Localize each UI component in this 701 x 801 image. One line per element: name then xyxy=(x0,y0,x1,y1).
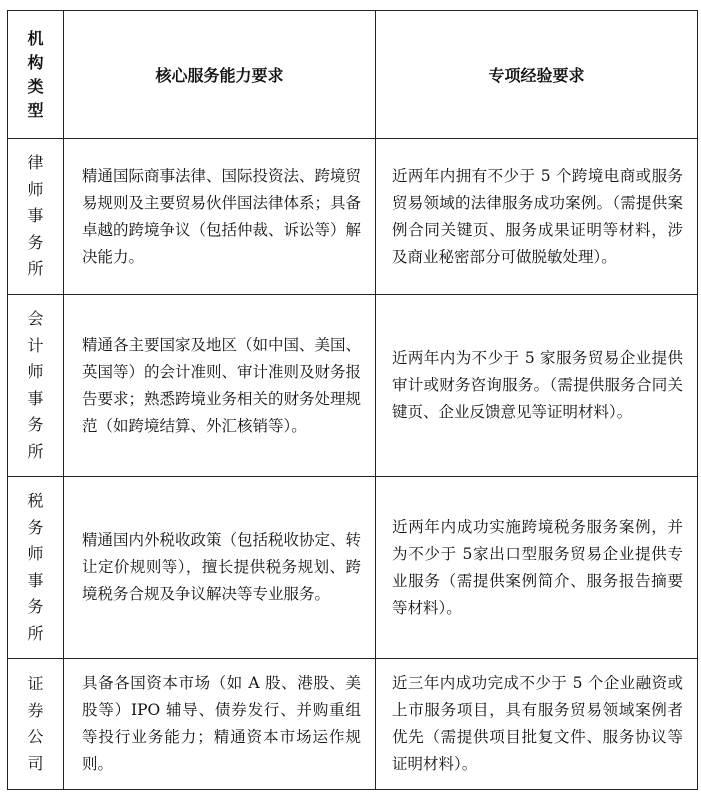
core-capability-cell: 精通各主要国家及地区（如中国、美国、英国等）的会计准则、审计准则及财务报告要求；熟悉跨境业务相关的财务处理规范（如跨境结算、外汇核销等）。 xyxy=(64,295,376,477)
core-capability-cell: 具备各国资本市场（如 A 股、港股、美股等）IPO 辅导、债券发行、并购重组等投行业务能力；精通资本市场运作规则。 xyxy=(64,659,376,790)
type-char: 务 xyxy=(27,517,44,537)
type-char: 师 xyxy=(27,362,44,381)
experience-cell: 近两年内拥有不少于 5 个跨境电商或服务贸易领域的法律服务成功案例。（需提供案例合同关键页、服务成果证明等材料，涉及商业秘密部分可做脱敏处理）。 xyxy=(376,139,698,295)
institution-type-cell xyxy=(8,139,64,295)
type-char: 事 xyxy=(27,206,44,226)
core-capability-cell: 精通国内外税收政策（包括税收协定、转让定价规则等），擅长提供税务规划、跨境税务合规及争议解决等专业服务。 xyxy=(64,477,376,659)
header-type-char: 类 xyxy=(27,76,44,96)
type-char: 律 xyxy=(27,153,44,173)
requirements-table xyxy=(7,10,698,790)
type-char: 所 xyxy=(27,623,44,643)
institution-type-cell xyxy=(8,295,64,477)
header-core-capability: 核心服务能力要求 xyxy=(64,11,376,139)
table-row-securities-firm xyxy=(8,659,698,790)
header-special-experience: 专项经验要求 xyxy=(376,11,698,139)
table-row-law-firm xyxy=(8,139,698,295)
header-institution-type xyxy=(8,11,64,139)
type-char: 券 xyxy=(27,700,44,720)
type-char: 所 xyxy=(27,259,44,279)
type-char: 师 xyxy=(27,179,44,199)
type-char: 务 xyxy=(27,597,44,616)
type-char: 会 xyxy=(27,309,44,328)
header-type-char: 型 xyxy=(27,100,44,120)
experience-cell: 近三年内成功完成不少于 5 个企业融资或上市服务项目，具有服务贸易领域案例者优先（需提供项目批复文件、服务协议等证明材料）。 xyxy=(376,659,698,790)
table-row-tax-firm xyxy=(8,477,698,659)
type-char: 司 xyxy=(27,753,44,773)
type-char: 税 xyxy=(27,491,44,510)
type-char: 所 xyxy=(27,441,44,461)
header-type-char: 构 xyxy=(27,52,44,72)
type-char: 事 xyxy=(27,570,44,590)
experience-cell: 近两年内成功实施跨境税务服务案例，并为不少于 5家出口型服务贸易企业提供专业服务（需提供案例简介、服务报告摘要等材料）。 xyxy=(376,477,698,659)
type-char: 公 xyxy=(27,727,44,746)
type-char: 务 xyxy=(27,232,44,252)
type-char: 务 xyxy=(27,415,44,434)
type-char: 事 xyxy=(27,388,44,408)
core-capability-cell: 精通国际商事法律、国际投资法、跨境贸易规则及主要贸易伙伴国法律体系；具备卓越的跨境争议（包括仲裁、诉讼等）解决能力。 xyxy=(64,139,376,295)
institution-type-cell xyxy=(8,477,64,659)
type-char: 计 xyxy=(27,335,44,355)
table-header-row xyxy=(8,11,698,139)
table-row-accounting-firm xyxy=(8,295,698,477)
header-type-char: 机 xyxy=(27,28,44,48)
type-char: 证 xyxy=(27,674,44,693)
type-char: 师 xyxy=(27,544,44,563)
experience-cell: 近两年内为不少于 5 家服务贸易企业提供审计或财务咨询服务。（需提供服务合同关键页、企业反馈意见等证明材料）。 xyxy=(376,295,698,477)
institution-type-cell xyxy=(8,659,64,790)
